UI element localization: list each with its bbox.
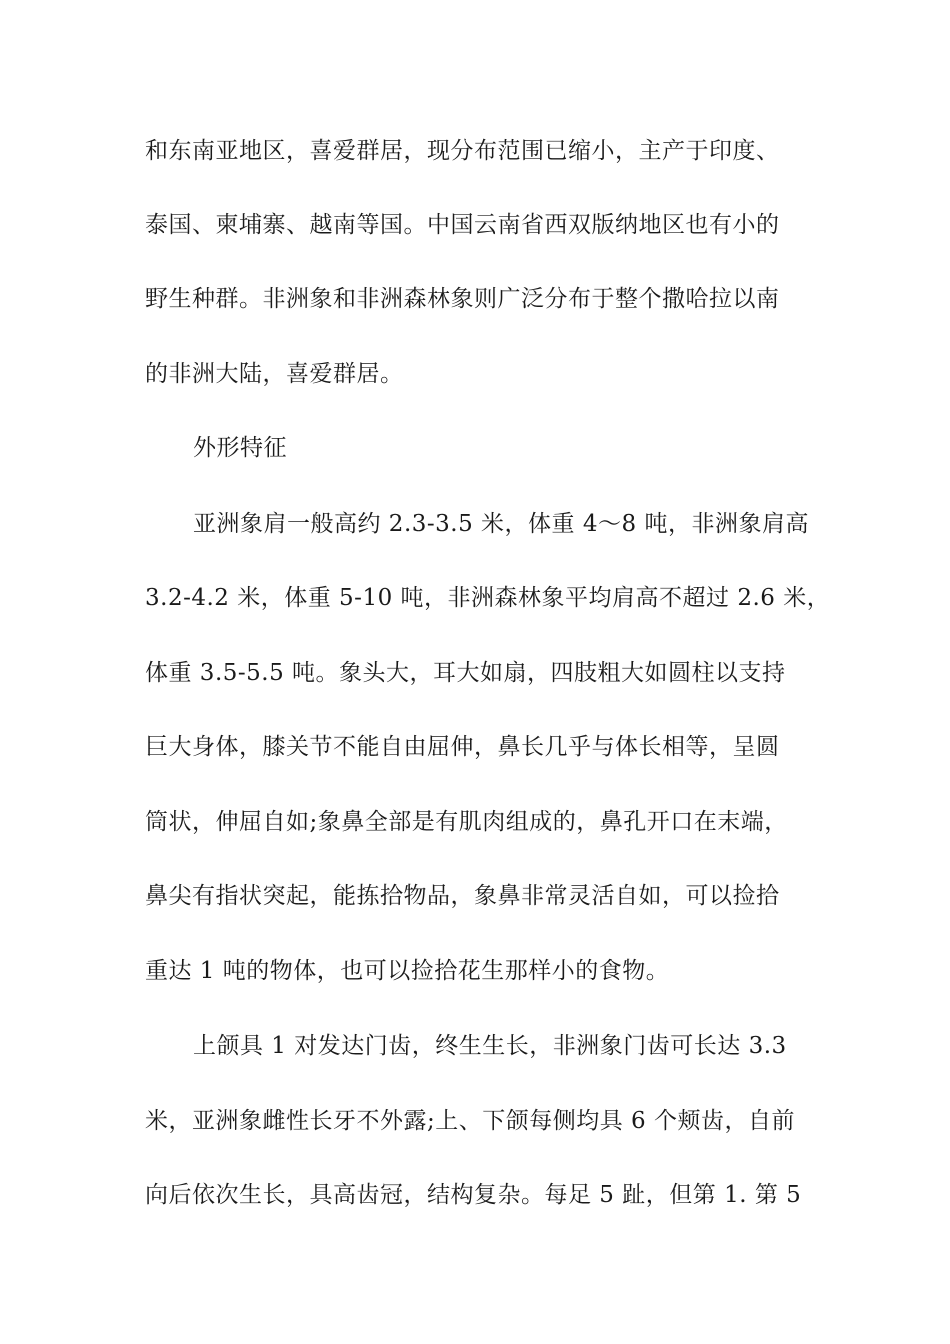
text-line: 向后依次生长，具高齿冠，结构复杂。每足 5 趾，但第 1. 第 5	[145, 1182, 802, 1208]
text-line: 3.2-4.2 米，体重 5-10 吨，非洲森林象平均肩高不超过 2.6 米，	[145, 585, 831, 611]
text-line: 鼻尖有指状突起，能拣拾物品，象鼻非常灵活自如，可以捡拾	[145, 883, 780, 909]
text-line: 和东南亚地区，喜爱群居，现分布范围已缩小，主产于印度、	[145, 138, 780, 164]
text-line: 亚洲象肩一般高约 2.3-3.5 米，体重 4～8 吨，非洲象肩高	[193, 511, 809, 537]
text-line: 米，亚洲象雌性长牙不外露;上、下颌每侧均具 6 个颊齿，自前	[145, 1108, 796, 1134]
text-line: 巨大身体，膝关节不能自由屈伸，鼻长几乎与体长相等，呈圆	[145, 734, 780, 760]
text-line: 野生种群。非洲象和非洲森林象则广泛分布于整个撒哈拉以南	[145, 286, 780, 312]
text-line: 重达 1 吨的物体，也可以捡拾花生那样小的食物。	[145, 958, 670, 984]
text-line: 的非洲大陆，喜爱群居。	[145, 361, 404, 387]
section-heading: 外形特征	[193, 435, 287, 461]
text-line: 体重 3.5-5.5 吨。象头大，耳大如扇，四肢粗大如圆柱以支持	[145, 660, 786, 686]
text-line: 上颌具 1 对发达门齿，终生生长，非洲象门齿可长达 3.3	[193, 1033, 787, 1059]
text-line: 筒状，伸屈自如;象鼻全部是有肌肉组成的，鼻孔开口在末端，	[145, 809, 788, 835]
text-line: 泰国、柬埔寨、越南等国。中国云南省西双版纳地区也有小的	[145, 212, 780, 238]
